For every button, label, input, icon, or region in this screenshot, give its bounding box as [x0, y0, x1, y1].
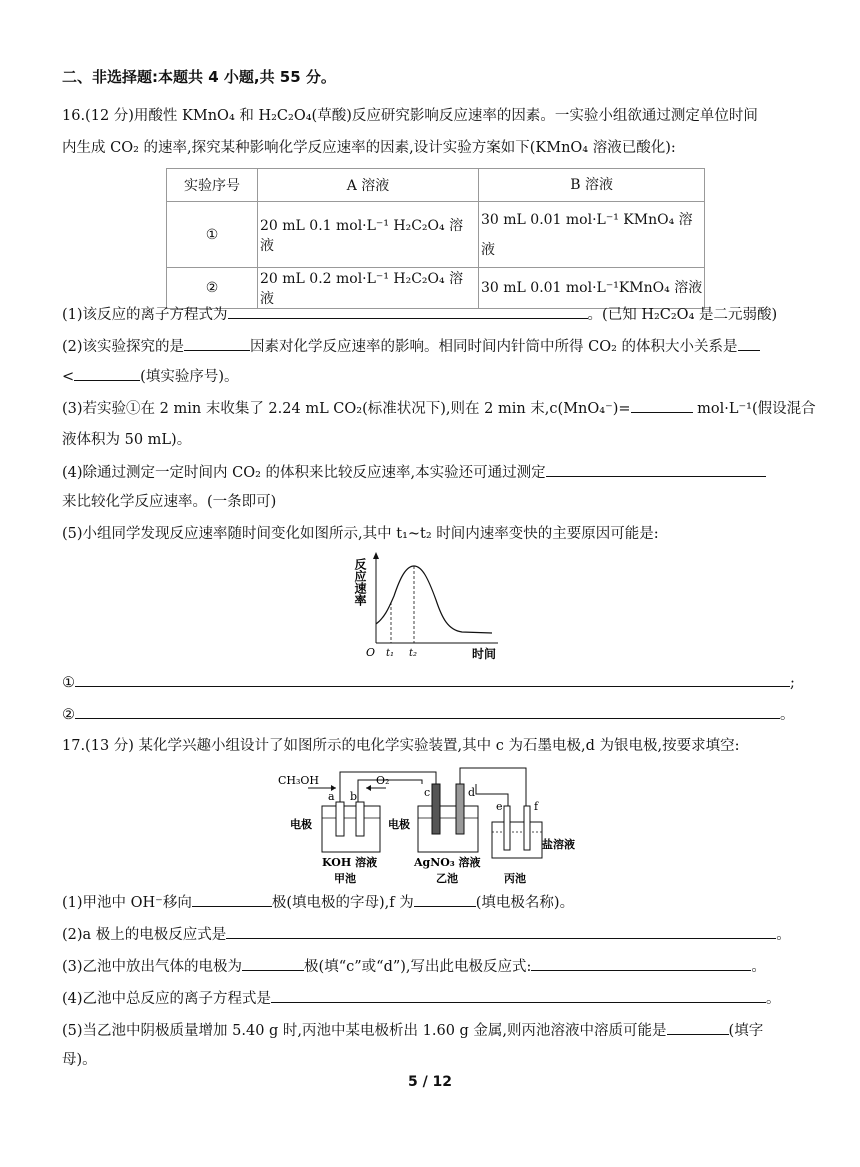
less-than-sign: < [62, 369, 75, 385]
answer-blank[interactable] [184, 336, 250, 351]
q17-part1-note: (填电极名称)。 [475, 895, 575, 911]
table-cell: 30 mL 0.01 mol·L⁻¹ KMnO₄ 溶液 [479, 202, 705, 268]
agno3-label: AgNO₃ 溶液 [414, 856, 481, 869]
q16-part4-text: (4)除通过测定一定时间内 CO₂ 的体积来比较反应速率,本实验还可通过测定 [62, 465, 546, 481]
q16-part2-cont [62, 366, 238, 387]
q17-part5-cont: 母)。 [62, 1052, 97, 1068]
q17-part1 [62, 892, 574, 913]
electrode-b-label: b [350, 790, 358, 803]
pool1-beaker [322, 806, 380, 852]
electrochemical-apparatus [278, 766, 588, 886]
table-row [167, 202, 705, 268]
q17-part4 [62, 988, 781, 1009]
electrode-d [456, 784, 464, 834]
q17-part3-text: (3)乙池中放出气体的电极为 [62, 959, 243, 975]
o2-label: O₂ [376, 774, 390, 787]
q16-part2 [62, 336, 760, 357]
q16-part3 [62, 398, 816, 419]
wire [358, 780, 422, 802]
q17-part5-note: (填字 [728, 1023, 764, 1039]
answer-blank[interactable] [242, 956, 304, 971]
q17-part3-end: 。 [751, 959, 766, 975]
page-number: 5 / 12 [407, 1074, 453, 1090]
electrode-f [524, 806, 530, 850]
q17-intro: 17.(13 分) 某化学兴趣小组设计了如图所示的电化学实验装置,其中 c 为石墨电极,d 为银电极,按要求填空: [62, 738, 740, 754]
electrode-a-label: a [328, 790, 335, 803]
electrode-b [356, 802, 364, 836]
q16-intro-line1: 16.(12 分)用酸性 KMnO₄ 和 H₂C₂O₄(草酸)反应研究影响反应速率的因素。一实验小组欲通过测定单位时间 [62, 108, 758, 124]
table-header-row [167, 169, 705, 202]
q17-part2-text: (2)a 极上的电极反应式是 [62, 927, 227, 943]
rate-time-graph [350, 548, 510, 664]
q17-part3-text2: 极(填“c”或“d”),写出此电极反应式: [304, 959, 532, 975]
table-cell: ① [167, 202, 258, 268]
answer-blank[interactable] [75, 672, 790, 687]
answer-blank[interactable] [738, 336, 760, 351]
q16-part2-text2: 因素对化学反应速率的影响。相同时间内针筒中所得 CO₂ 的体积大小关系是 [250, 339, 738, 355]
q16-part5: (5)小组同学发现反应速率随时间变化如图所示,其中 t₁~t₂ 时间内速率变快的主要原因可能是: [62, 526, 659, 542]
answer-blank[interactable] [271, 988, 766, 1003]
q16-part4 [62, 462, 766, 483]
q17-part5 [62, 1020, 763, 1041]
q16-part2-note: (填实验序号)。 [140, 369, 239, 385]
q16-part1-note: 。(已知 H₂C₂O₄ 是二元弱酸) [587, 307, 778, 323]
electrode-e-label: e [496, 800, 503, 813]
answer-marker: ② [62, 707, 75, 723]
answer-blank[interactable] [414, 892, 476, 907]
q16-part4-cont: 来比较化学反应速率。(一条即可) [62, 494, 277, 510]
q16-answer2 [62, 704, 795, 725]
table-cell: 20 mL 0.1 mol·L⁻¹ H₂C₂O₄ 溶液 [258, 202, 479, 268]
arrow-left-icon [366, 785, 371, 791]
pool3-beaker [492, 822, 542, 858]
answer-blank[interactable] [631, 398, 693, 413]
t1-label: t₁ [386, 648, 395, 659]
electrode-e [504, 806, 510, 850]
salt-solution-label: 盐溶液 [542, 838, 575, 851]
rate-curve [376, 566, 492, 633]
answer-blank[interactable] [228, 304, 588, 319]
q17-part2 [62, 924, 791, 945]
q17-part1-text2: 极(填电极的字母),f 为 [271, 895, 414, 911]
q16-part2-text: (2)该实验探究的是 [62, 339, 185, 355]
table-cell: 20 mL 0.2 mol·L⁻¹ H₂C₂O₄ 溶液 [258, 268, 479, 309]
answer-blank[interactable] [192, 892, 272, 907]
q16-part3-cont: 液体积为 50 mL)。 [62, 432, 192, 448]
wire [476, 784, 508, 806]
answer-blank[interactable] [75, 704, 780, 719]
pool2-label: 乙池 [436, 872, 458, 885]
table-header: 实验序号 [167, 169, 258, 202]
t2-label: t₂ [409, 648, 418, 659]
answer-end: ; [790, 675, 795, 691]
electrode-left-label: 电极 [290, 818, 312, 831]
pool3-label: 丙池 [504, 872, 526, 885]
electrode-c-label: c [424, 786, 431, 799]
answer-blank[interactable] [546, 462, 766, 477]
koh-label: KOH 溶液 [322, 856, 378, 869]
q16-part3-text: (3)若实验①在 2 min 末收集了 2.24 mL CO₂(标准状况下),则在 2 min 末,c(MnO₄⁻)= [62, 401, 631, 417]
q16-intro-line2: 内生成 CO₂ 的速率,探究某种影响化学反应速率的因素,设计实验方案如下(KMnO₄ 溶液已酸化): [62, 140, 676, 156]
x-axis-label: 时间 [472, 647, 497, 661]
table-header: A 溶液 [258, 169, 479, 202]
pool1-label: 甲池 [334, 872, 356, 885]
table-row [167, 268, 705, 309]
experiment-table [166, 168, 705, 309]
origin-label: O [366, 646, 376, 659]
answer-blank[interactable] [531, 956, 751, 971]
answer-end: 。 [780, 707, 795, 723]
electrode-right-label: 电极 [388, 818, 410, 831]
pool2-beaker [418, 806, 478, 852]
electrode-d-label: d [468, 786, 476, 799]
q16-part1-text: (1)该反应的离子方程式为 [62, 307, 228, 323]
electrode-a [336, 802, 344, 836]
answer-blank[interactable] [74, 366, 140, 381]
q17-part4-end: 。 [766, 991, 781, 1007]
q16-answer1 [62, 672, 795, 693]
y-axis-label: 反应速率 [353, 558, 367, 606]
answer-blank[interactable] [226, 924, 776, 939]
q17-part1-text: (1)甲池中 OH⁻移向 [62, 895, 192, 911]
answer-blank[interactable] [667, 1020, 729, 1035]
q17-part3 [62, 956, 766, 977]
electrode-f-label: f [534, 800, 539, 813]
table-cell: 30 mL 0.01 mol·L⁻¹KMnO₄ 溶液 [479, 268, 705, 309]
y-axis-arrow-icon [373, 552, 379, 559]
table-cell: ② [167, 268, 258, 309]
table-header: B 溶液 [479, 169, 705, 202]
answer-marker: ① [62, 675, 75, 691]
electrode-c [432, 784, 440, 834]
q16-part1 [62, 304, 777, 325]
ch3oh-label: CH₃OH [278, 774, 320, 787]
q16-part3-unit: mol·L⁻¹(假设混合 [692, 401, 816, 417]
q17-part4-text: (4)乙池中总反应的离子方程式是 [62, 991, 272, 1007]
section-heading: 二、非选择题:本题共 4 小题,共 55 分。 [62, 68, 336, 86]
q17-part2-end: 。 [776, 927, 791, 943]
q17-part5-text: (5)当乙池中阴极质量增加 5.40 g 时,丙池中某电极析出 1.60 g 金属,则丙池溶液中溶质可能是 [62, 1023, 667, 1039]
